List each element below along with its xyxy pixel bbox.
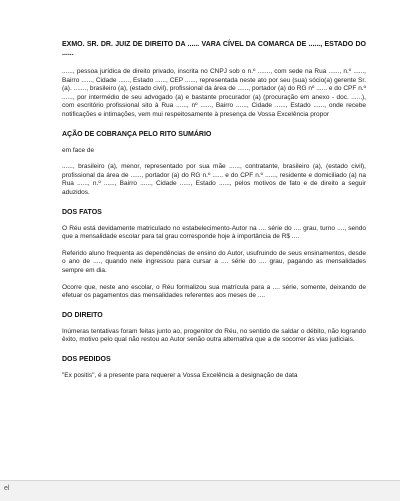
fatos-paragraph-3: Ocorre que, neste ano escolar, o Réu formalizou sua matrícula para a .... série, somente, deixando de efetuar os pagamentos das mensalidades referentes aos meses de .... [62,283,366,300]
fatos-paragraph-1: O Réu está devidamente matriculado no estabelecimento-Autor na .... série do .... grau, turno ...., sendo que a mensalidade escolar para tal grau corresponde hoje à importância de R$ .... [62,224,366,241]
status-bar [0,480,400,501]
defendant-paragraph: ......, brasileiro (a), menor, representado por sua mãe ......, contratante, brasileiro (a), (estado civil), profissional da área de ......, portador (a) do RG n.º ...... e do CPF n.º ......, residente e domiciliado (a) na Rua ......, n.º ......, Bairro ......, Cidade ......, Estado ......, pelos motivos de fato e de direito a seguir aduzidos. [62,163,366,196]
action-title: AÇÃO DE COBRANÇA PELO RITO SUMÁRIO [62,130,212,138]
pedidos-paragraph: "Ex positis", é a presente para requerer a Vossa Excelência a designação de data [62,371,298,379]
fatos-paragraph-2: Referido aluno frequenta as dependências de ensino do Autor, usufruindo de seus ensinamentos, desde o ano de ...., quando nele ingressou para cursar a .... série do .... grau, pagando as mensalidades sempre em dia. [62,249,366,274]
direito-title: DO DIREITO [62,311,103,319]
document-body [62,40,366,388]
direito-paragraph: Inúmeras tentativas foram feitas junto ao, progenitor do Réu, no sentido de saldar o débito, não logrando êxito, motivo pelo qual não restou ao Autor senão outra alternativa que a de socorrer às vias judiciais. [62,327,366,344]
intro-paragraph: ......, pessoa jurídica de direito privado, inscrita no CNPJ sob o n.º ......., com sede na Rua ......, n.º ......, Bairro ......, Cidade ......, Estado ......, CEP ......, representada neste ato por seu (sua) sócio(a) gerente Sr. (a). ......., brasileiro (a), (estado civil), profissional da área de ......, portador (a) do RG nº ...... e do CPF n.º ......, por intermédio de seu advogado (a) e bastante procurador (a) (procuração em anexo - doc. ......), com escritório profissional sito à Rua ......, nº ......, Bairro ......, Cidade ......, Estado ......, onde recebe notificações e intimações, vem mui respeitosamente à presença de Vossa Excelência propor [62,68,366,118]
fatos-title: DOS FATOS [62,208,102,216]
em-face-text: em face de [62,146,95,154]
document-heading: EXMO. SR. DR. JUIZ DE DIREITO DA ...... VARA CÍVEL DA COMARCA DE ......, ESTADO DO ...... [62,41,366,57]
status-bar-text: el [4,485,10,492]
pedidos-title: DOS PEDIDOS [62,355,111,363]
